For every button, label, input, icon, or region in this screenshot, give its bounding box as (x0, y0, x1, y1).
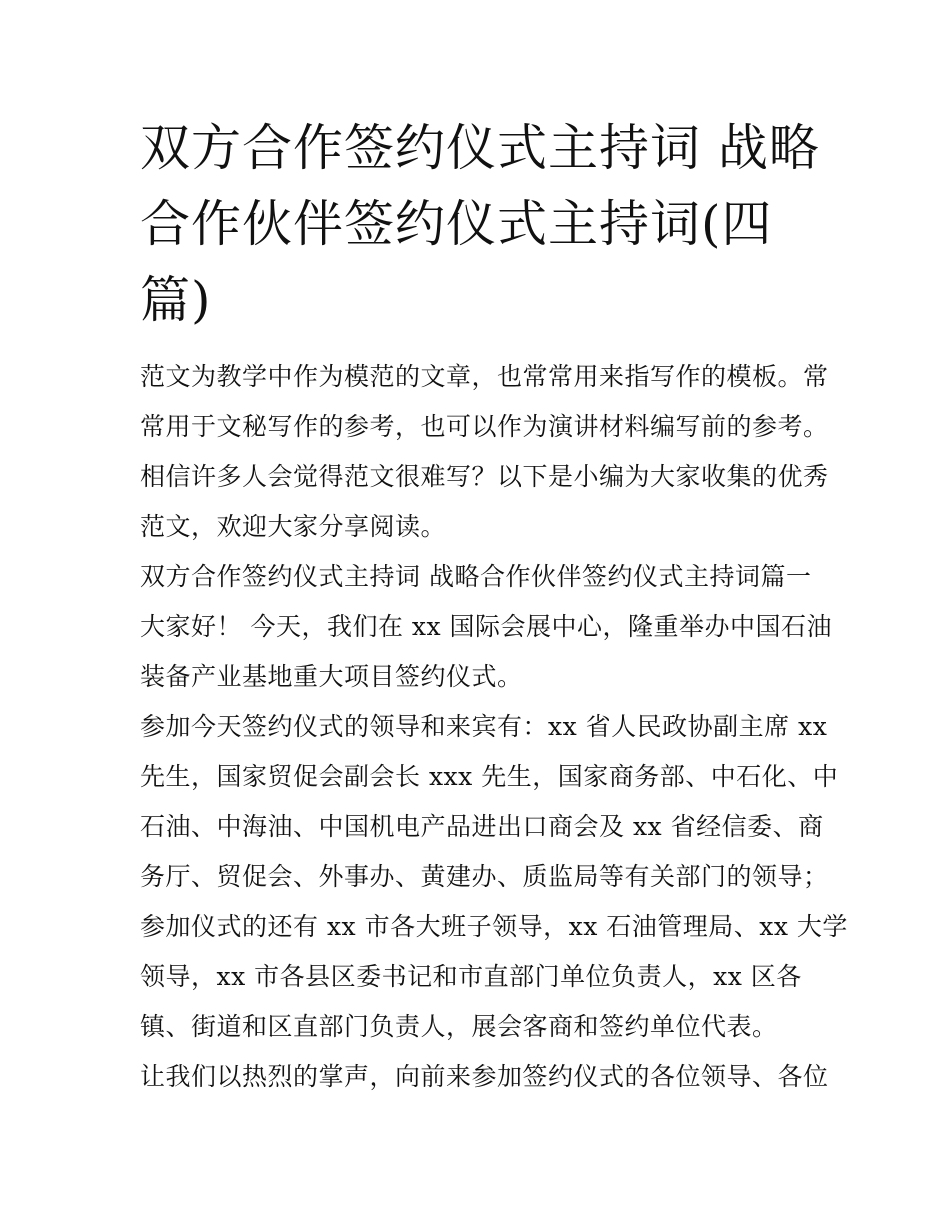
document-title (140, 110, 830, 338)
body-line: 装备产业基地重大项目签约仪式。 (140, 662, 523, 691)
body-line: 务厅、贸促会、外事办、黄建办、质监局等有关部门的领导； (140, 862, 829, 891)
body-line: 领导，xx 市各县区委书记和市直部门单位负责人，xx 区各 (140, 962, 802, 991)
document-page (140, 110, 848, 1102)
title-line: 双方合作签约仪式主持词 战略 (140, 119, 820, 177)
body-line: 参加今天签约仪式的领导和来宾有：xx 省人民政协副主席 xx (140, 712, 828, 741)
title-line: 合作伙伴签约仪式主持词(四 (140, 195, 773, 253)
document-body (140, 352, 848, 1102)
body-line: 常用于文秘写作的参考，也可以作为演讲材料编写前的参考。 (140, 412, 829, 441)
body-line: 石油、中海油、中国机电产品进出口商会及 xx 省经信委、商 (140, 812, 824, 841)
body-line: 镇、街道和区直部门负责人，展会客商和签约单位代表。 (140, 1012, 778, 1041)
body-line: 范文为教学中作为模范的文章，也常常用来指写作的模板。常 (140, 362, 829, 391)
body-line: 先生，国家贸促会副会长 xxx 先生，国家商务部、中石化、中 (140, 762, 839, 791)
title-line: 篇) (140, 271, 212, 329)
body-line: 大家好！ 今天，我们在 xx 国际会展中心，隆重举办中国石油 (140, 612, 833, 641)
body-line: 相信许多人会觉得范文很难写？以下是小编为大家收集的优秀 (140, 462, 829, 491)
body-line: 范文，欢迎大家分享阅读。 (140, 512, 447, 541)
body-line: 参加仪式的还有 xx 市各大班子领导，xx 石油管理局、xx 大学 (140, 912, 848, 941)
body-line: 让我们以热烈的掌声，向前来参加签约仪式的各位领导、各位 (140, 1062, 829, 1091)
section-heading: 双方合作签约仪式主持词 战略合作伙伴签约仪式主持词篇一 (140, 562, 812, 591)
